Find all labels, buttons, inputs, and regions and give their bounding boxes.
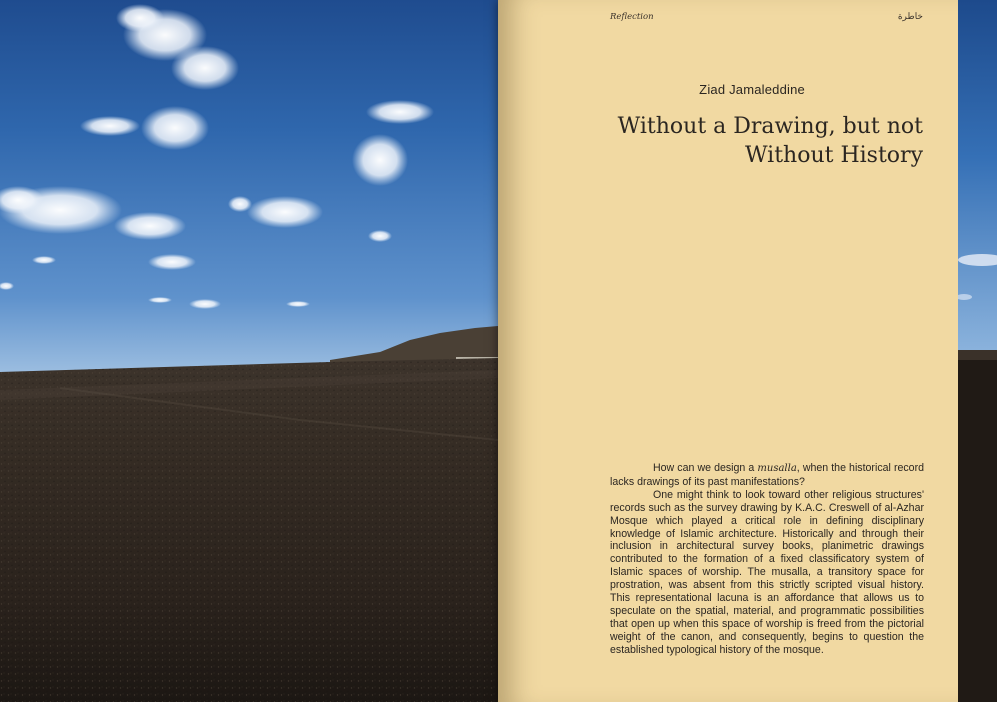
article-page: [498, 0, 958, 702]
musalla-term: musalla: [757, 463, 797, 474]
sky: [0, 0, 498, 372]
paragraph-1: [610, 462, 924, 489]
article-title: [610, 112, 923, 170]
landscape-photo: [0, 0, 498, 702]
sky-strip: [958, 0, 997, 702]
paragraph-1-end: , when the historical record lacks drawings of its past manifestations?: [610, 462, 924, 488]
section-label: Reflection: [610, 12, 654, 22]
photo-continuation: [958, 0, 997, 702]
article-body: [610, 462, 924, 657]
title-line-2: Without History: [744, 143, 923, 168]
title-line-1: Without a Drawing, but not: [617, 114, 923, 139]
author-name: Ziad Jamaleddine: [699, 82, 805, 97]
paragraph-1-start: How can we design a: [653, 462, 758, 474]
desert-sky-photo: [0, 0, 498, 702]
section-label-arabic: خاطرة: [897, 12, 923, 22]
paragraph-2: One might think to look toward other religious structures' records such as the survey drawing by K.A.C. Creswell of al-Azhar Mosque which played a critical role in defining disciplinary knowledge of Islamic architecture. Historically and through their inclusion in architectural survey books, planimetric drawings contributed to the formation of a fixed classificatory system of Islamic spaces of worship. The musalla, a transitory space for prostration, was absent from this strictly scripted visual history. This representational lacuna is an affordance that allows us to speculate on the spatial, material, and programmatic possibilities that open up when this space of worship is freed from the pictorial weight of the canon, and consequently, begins to question the established typological history of the mosque.: [610, 488, 924, 656]
